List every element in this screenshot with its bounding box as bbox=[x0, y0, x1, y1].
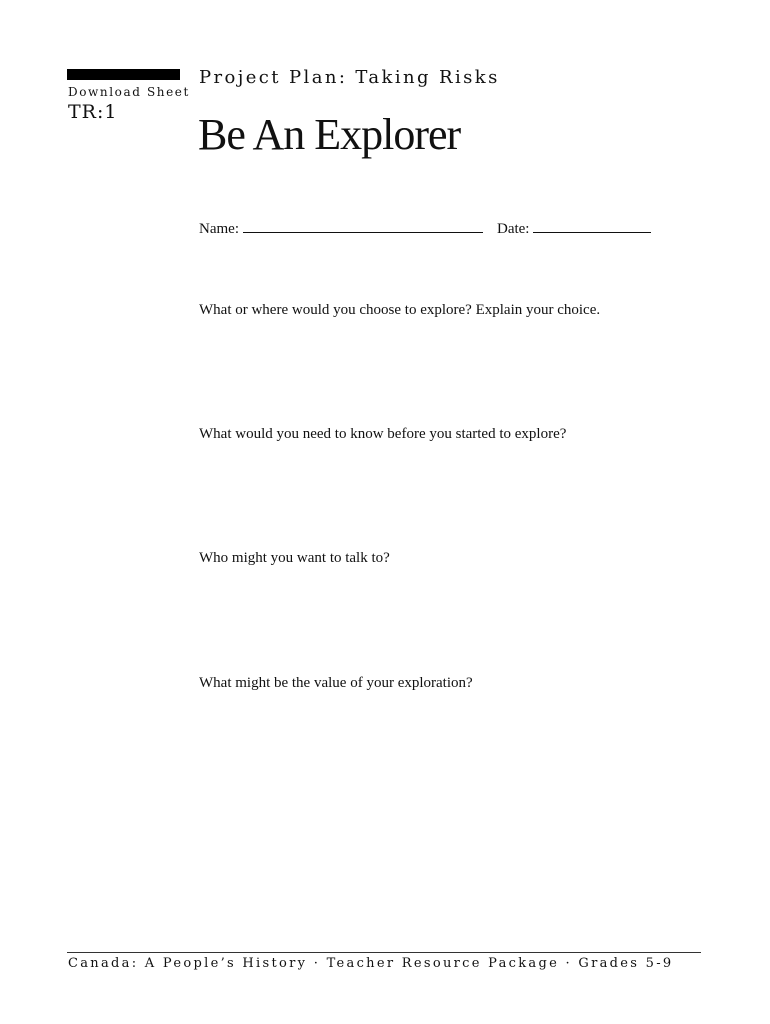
name-field[interactable] bbox=[243, 220, 483, 233]
name-date-row bbox=[199, 220, 651, 238]
question-1: What or where would you choose to explore? Explain your choice. bbox=[199, 302, 601, 318]
download-sheet-label: Download Sheet bbox=[68, 85, 190, 99]
footer-text: Canada: A People’s History · Teacher Resource Package · Grades 5-9 bbox=[68, 956, 674, 971]
question-4: What might be the value of your exploration? bbox=[199, 675, 473, 691]
page-title: Be An Explorer bbox=[198, 110, 461, 159]
sheet-code: TR:1 bbox=[68, 101, 118, 123]
page-subtitle: Project Plan: Taking Risks bbox=[199, 67, 500, 88]
date-field[interactable] bbox=[533, 220, 651, 233]
question-3: Who might you want to talk to? bbox=[199, 550, 390, 566]
name-label: Name: bbox=[199, 221, 239, 237]
date-label: Date: bbox=[496, 221, 530, 237]
sidebar-black-bar bbox=[67, 69, 180, 80]
question-2: What would you need to know before you started to explore? bbox=[199, 426, 567, 442]
footer-divider bbox=[67, 952, 701, 953]
